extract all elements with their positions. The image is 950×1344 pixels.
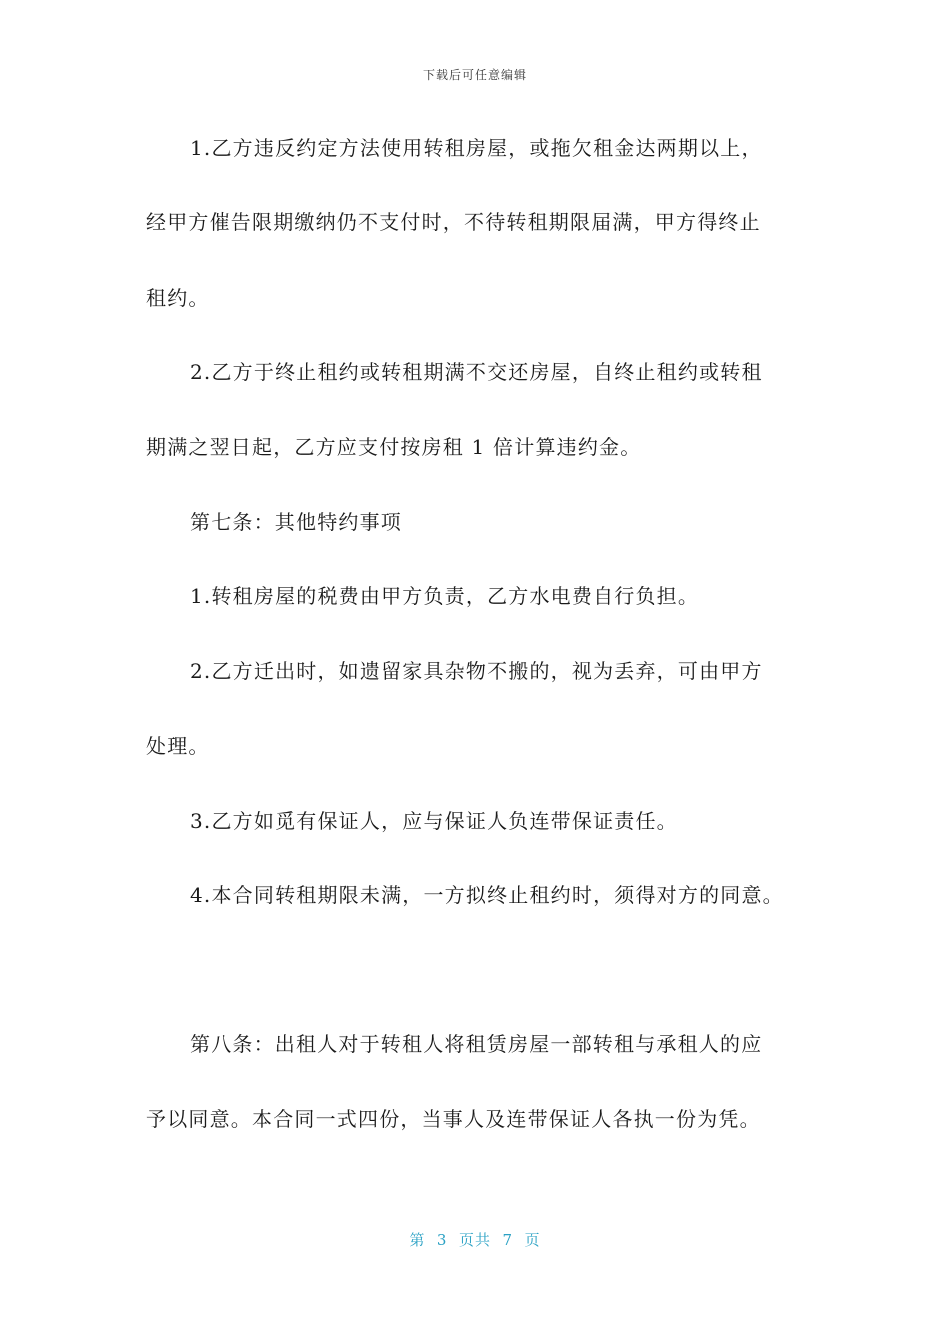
section-heading: 第七条：其他特约事项 <box>190 510 402 534</box>
paragraph-line: 经甲方催告限期缴纳仍不支付时，不待转租期限届满，甲方得终止 <box>146 210 761 234</box>
paragraph-line: 1.转租房屋的税费由甲方负责，乙方水电费自行负担。 <box>190 584 700 608</box>
paragraph-line: 4.本合同转租期限未满，一方拟终止租约时，须得对方的同意。 <box>190 883 784 907</box>
paragraph-line: 期满之翌日起，乙方应支付按房租 1 倍计算违约金。 <box>146 435 642 459</box>
paragraph-line: 租约。 <box>146 286 210 310</box>
paragraph-line: 1.乙方违反约定方法使用转租房屋，或拖欠租金达两期以上， <box>190 136 763 160</box>
paragraph-line: 2.乙方迁出时，如遗留家具杂物不搬的，视为丢弃，可由甲方 <box>190 659 763 683</box>
paragraph-line: 第八条：出租人对于转租人将租赁房屋一部转租与承租人的应 <box>190 1032 763 1056</box>
paragraph-line: 2.乙方于终止租约或转租期满不交还房屋，自终止租约或转租 <box>190 360 763 384</box>
page-header-note: 下载后可任意编辑 <box>422 68 527 82</box>
paragraph-line: 处理。 <box>146 734 210 758</box>
paragraph-line: 予以同意。本合同一式四份，当事人及连带保证人各执一份为凭。 <box>146 1107 761 1131</box>
page-number-footer: 第 3 页共 7 页 <box>409 1231 541 1249</box>
paragraph-line: 3.乙方如觅有保证人，应与保证人负连带保证责任。 <box>190 809 678 833</box>
